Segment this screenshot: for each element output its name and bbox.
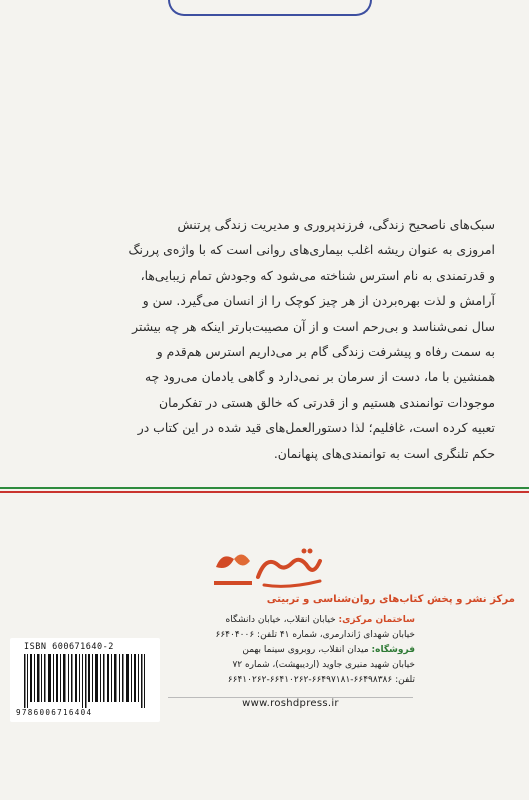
address-row: [155, 628, 415, 643]
website-url[interactable]: www.roshdpress.ir: [168, 697, 413, 714]
publisher-tagline: مرکز نشر و پخش کتاب‌های روان‌شناسی و تربیتی: [266, 594, 515, 605]
address-label: ساختمان مرکزی:: [338, 615, 415, 625]
blurb-line: تعبیه کرده است، غافلیم؛ لذا دستورالعمل‌های قید شده در این کتاب در: [137, 420, 495, 436]
isbn-label: ISBN 600671640-2: [24, 642, 114, 652]
red-divider: [0, 491, 529, 493]
blurb-line: و قدرتمندی به نام استرس شناخته می‌شود که وجودش تمام زیبایی‌ها،: [140, 267, 495, 283]
ean-digits: 9786006716404: [16, 708, 93, 717]
blurb-line: به سمت رفاه و پیشرفت زندگی گام بر می‌داریم استرس هم‌قدم و: [156, 344, 495, 360]
top-notch-outline: [168, 0, 372, 16]
blurb-line: همنشین با ما، دست از سرمان بر نمی‌دارد و گاهی یادمان می‌رود چه: [145, 369, 495, 385]
logo-wordmark-text: رشد: [208, 541, 210, 542]
address-text: خیابان شهدای ژاندارمری، شماره ۴۱ تلفن: ۶۶۴۰۴۰۰۶: [215, 630, 415, 640]
blurb-line: آرامش و لذت بهره‌بردن از هر چیز کوچک را از انسان می‌گیرد. سن و: [142, 293, 495, 309]
barcode-bars: [24, 654, 146, 708]
barcode: [10, 638, 160, 722]
address-label: فروشگاه:: [371, 645, 415, 655]
address-row: [155, 658, 415, 673]
address-row: [155, 613, 415, 628]
blurb-line: سبک‌های ناصحیح زندگی، فرزندپروری و مدیریت زندگی پرتنش: [177, 217, 495, 232]
publisher-logo: [208, 541, 328, 593]
back-cover-blurb: [40, 212, 495, 466]
blurb-line: امروزی به عنوان ریشه اغلب بیماری‌های روانی است که با واژه‌ی پررنگ: [128, 242, 495, 258]
address-text: تلفن: ۶۶۴۹۸۳۸۶-۶۶۴۹۷۱۸۱-۶۶۴۱۰۲۶۲-۶۶۴۱۰۲۶۲: [227, 675, 415, 685]
publisher-address-block: [155, 613, 415, 688]
green-divider: [0, 487, 529, 489]
address-row: [155, 643, 415, 658]
blurb-line: حکم تلنگری است به توانمندی‌های پنهانمان.: [273, 445, 495, 461]
address-row: [155, 673, 415, 688]
blurb-line: سال نمی‌شناسد و بی‌رحم است و از آن مصیبت‌بارتر اینکه هر چه بیشتر: [132, 318, 495, 334]
address-text: خیابان انقلاب، خیابان دانشگاه: [225, 615, 336, 625]
address-text: خیابان شهید منیری جاوید (اردیبهشت)، شماره ۷۲: [232, 660, 415, 670]
blurb-line: موجودات توانمندی هستیم و از قدرتی که خالق هستی در تفکرمان: [158, 394, 495, 410]
address-text: میدان انقلاب، روبروی سینما بهمن: [242, 645, 369, 655]
